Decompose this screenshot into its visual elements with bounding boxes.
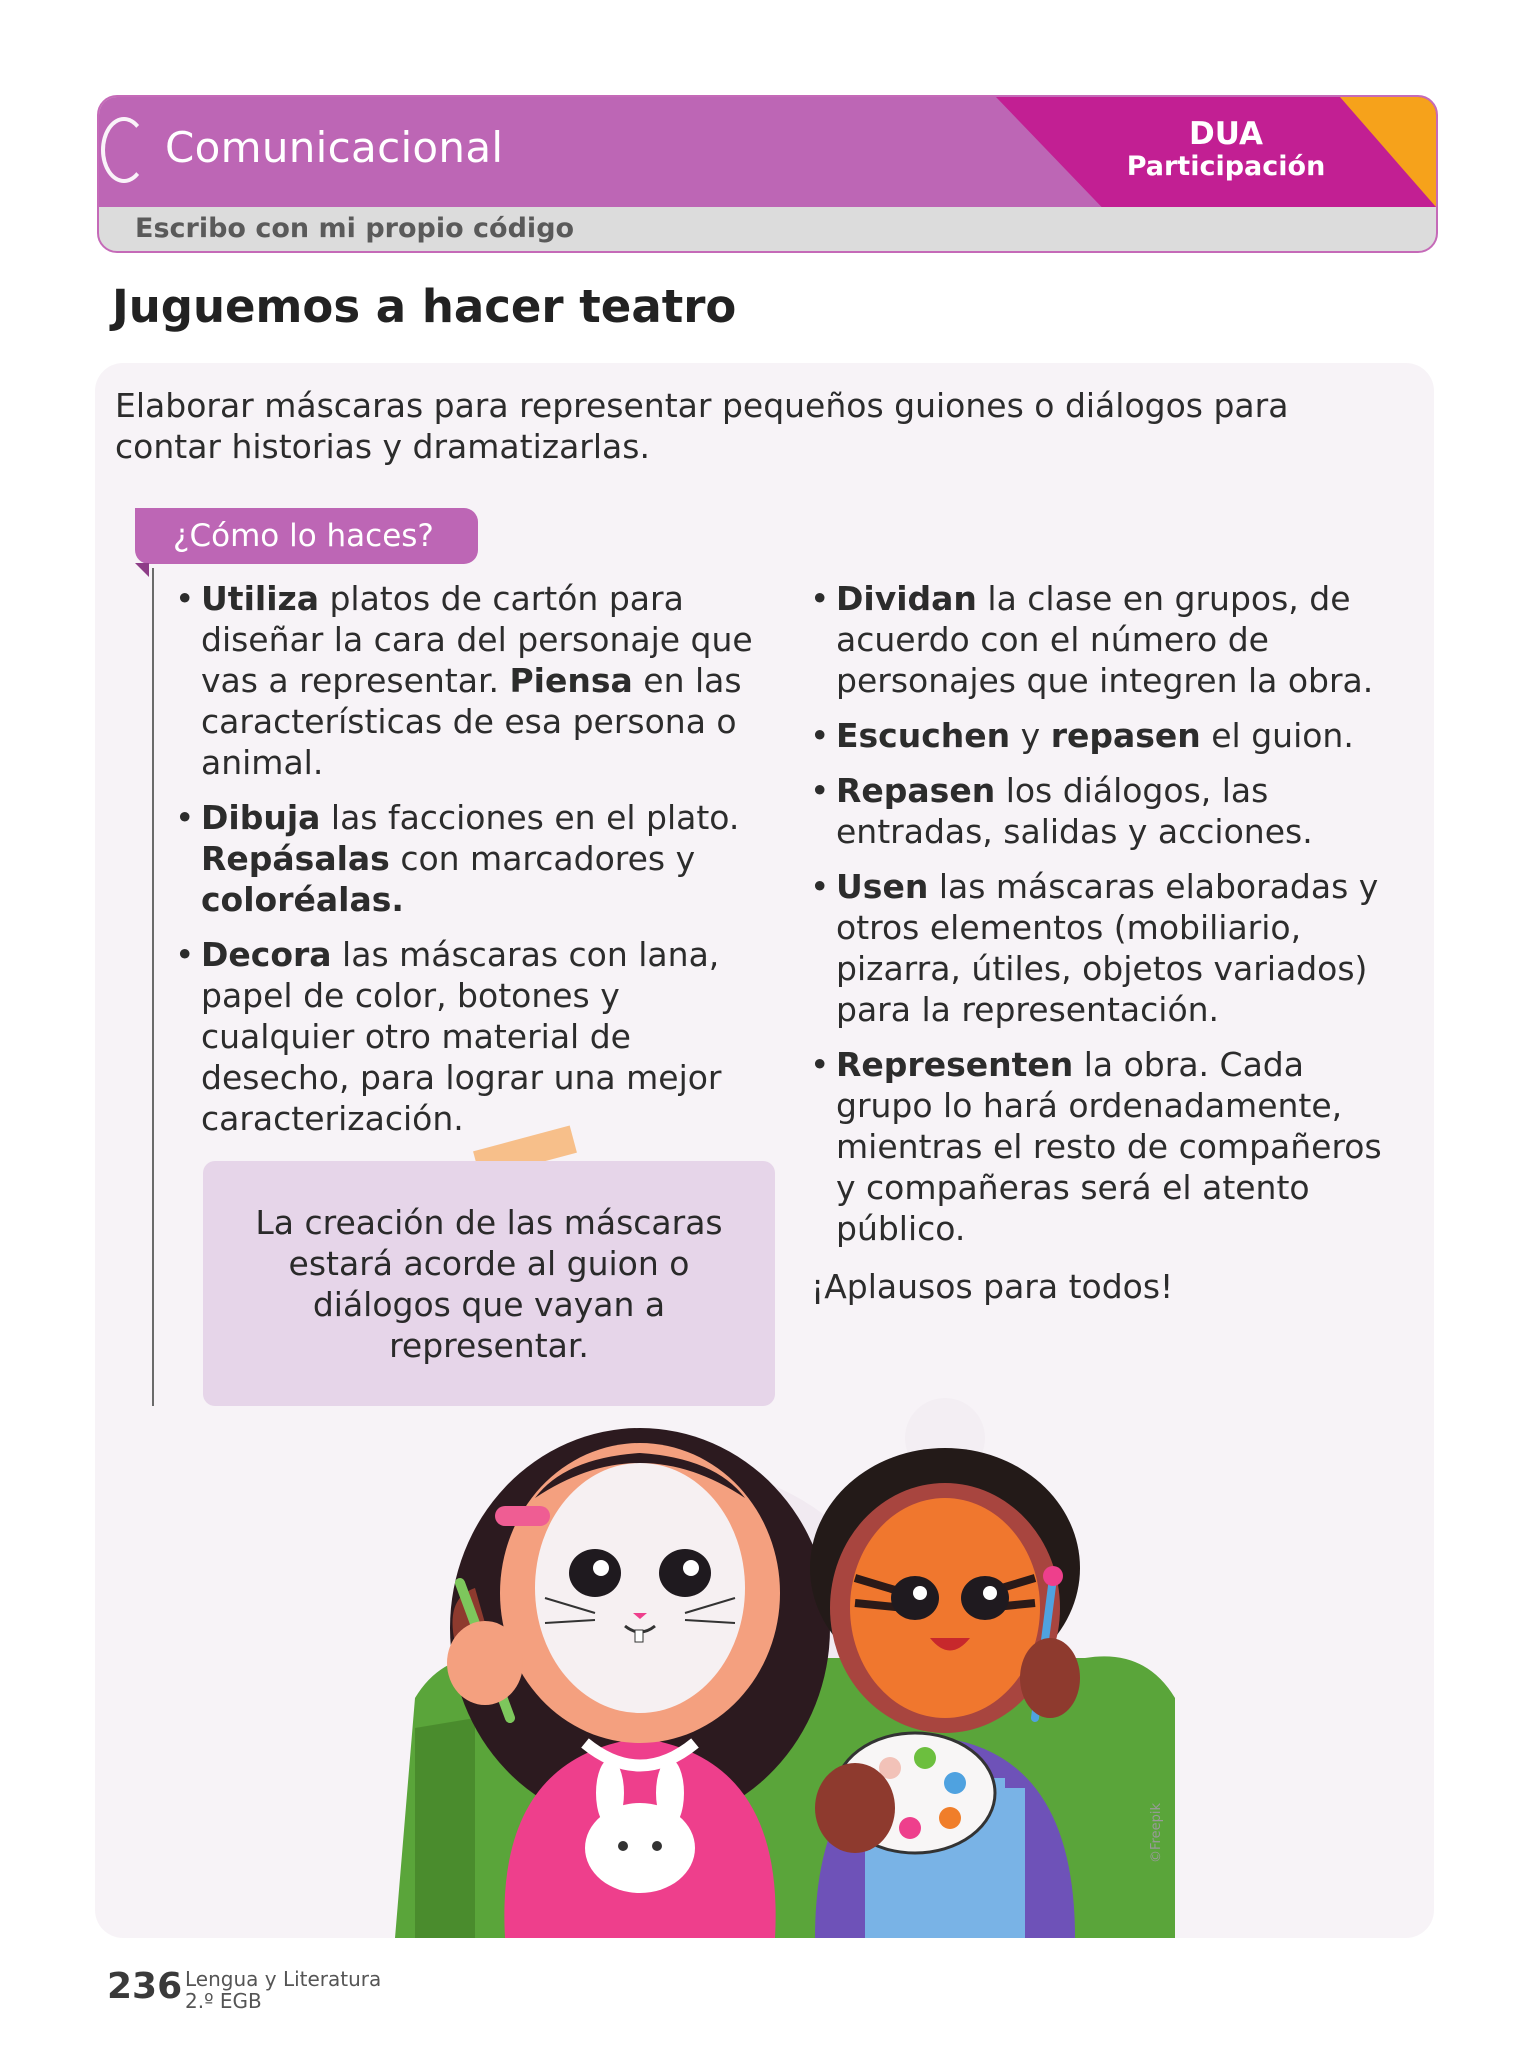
step-verb: Repasen bbox=[836, 771, 996, 810]
step-verb: repasen bbox=[1050, 716, 1201, 755]
list-item bbox=[810, 715, 1410, 756]
step-verb: Utiliza bbox=[201, 579, 319, 618]
step-verb: Representen bbox=[836, 1045, 1074, 1084]
list-item bbox=[810, 578, 1410, 701]
dua-label bbox=[1126, 117, 1326, 183]
step-text: platos de cartón para diseñar la cara del personaje que vas a representar. bbox=[201, 579, 753, 700]
closing-text: ¡Aplausos para todos! bbox=[811, 1267, 1174, 1306]
step-text: la clase en grupos, de acuerdo con el número de personajes que integren la obra. bbox=[836, 579, 1374, 700]
step-text: las máscaras elaboradas y otros elementos (mobiliario, pizarra, útiles, objetos variados) para la representación. bbox=[836, 867, 1379, 1029]
step-verb: Piensa bbox=[509, 661, 633, 700]
note-box bbox=[203, 1161, 775, 1406]
list-item bbox=[810, 866, 1410, 1030]
step-text: los diálogos, las entradas, salidas y acciones. bbox=[836, 771, 1313, 851]
step-text: la obra. Cada grupo lo hará ordenadamente, mientras el resto de compañeros y compañeras será el atento público. bbox=[836, 1045, 1382, 1248]
list-item bbox=[175, 797, 775, 920]
tab-fold bbox=[135, 563, 149, 577]
note-text: La creación de las máscaras estará acorde al guion o diálogos que vayan a representar. bbox=[255, 1202, 723, 1365]
step-text: las facciones en el plato. bbox=[320, 798, 740, 837]
vertical-rule bbox=[152, 568, 154, 1406]
step-text: y bbox=[1010, 716, 1051, 755]
activity-panel bbox=[95, 363, 1434, 1938]
section-subtitle: Escribo con mi propio código bbox=[135, 213, 575, 244]
page-title: Juguemos a hacer teatro bbox=[112, 280, 737, 333]
step-verb: Dividan bbox=[836, 579, 977, 618]
step-verb: Usen bbox=[836, 867, 929, 906]
footer-grade: 2.º EGB bbox=[185, 1989, 262, 2013]
list-item bbox=[175, 578, 775, 783]
steps-left bbox=[175, 578, 775, 1153]
step-text: en las características de esa persona o animal. bbox=[201, 661, 742, 782]
footer-subject: Lengua y Literatura bbox=[185, 1967, 382, 1991]
dua-title: DUA bbox=[1189, 116, 1263, 152]
step-verb: Dibuja bbox=[201, 798, 321, 837]
list-item bbox=[175, 934, 775, 1139]
header-band bbox=[97, 95, 1438, 253]
step-text: con marcadores y bbox=[389, 839, 696, 878]
how-label-tab: ¿Cómo lo haces? bbox=[135, 508, 478, 564]
intro-text: Elaborar máscaras para representar pequeños guiones o diálogos para contar historias y dramatizarlas. bbox=[115, 386, 1289, 466]
image-credit: ©Freepik bbox=[1149, 1803, 1164, 1863]
list-item bbox=[810, 1044, 1410, 1249]
step-verb: Repásalas bbox=[201, 839, 390, 878]
step-verb: Escuchen bbox=[836, 716, 1011, 755]
area-title: Comunicacional bbox=[165, 123, 504, 172]
step-verb: Decora bbox=[201, 935, 332, 974]
step-text: el guion. bbox=[1200, 716, 1354, 755]
dua-subtitle: Participación bbox=[1126, 151, 1326, 182]
list-item bbox=[810, 770, 1410, 852]
area-c-icon bbox=[101, 117, 147, 183]
steps-right bbox=[810, 578, 1410, 1263]
step-text: las máscaras con lana, papel de color, botones y cualquier otro material de desecho, para lograr una mejor caracterización. bbox=[201, 935, 722, 1138]
page-number: 236 bbox=[107, 1966, 183, 2007]
step-verb: coloréalas. bbox=[201, 880, 404, 919]
